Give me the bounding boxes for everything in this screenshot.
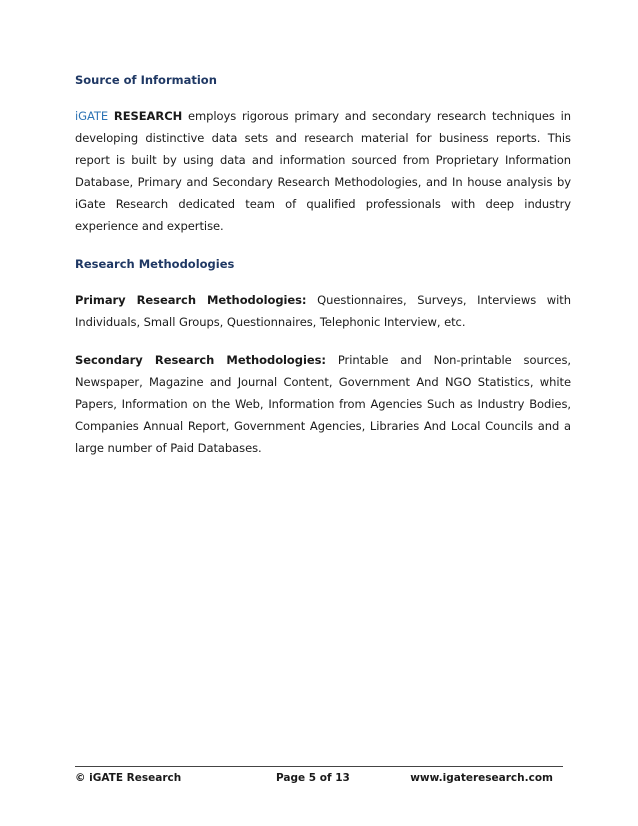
source-body: employs rigorous primary and secondary research techniques in developing distinctive data sets and research material for business reports. This report is built by using data and information sourced from Proprietary Information Database, Primary and Secondary Research Methodologies, and In house analysis by iGate Research dedicated team of qualified professionals with deep industry experience and expertise. xyxy=(75,109,572,233)
page-content xyxy=(75,72,571,459)
brand-research: RESEARCH xyxy=(113,109,183,123)
secondary-paragraph xyxy=(75,349,571,459)
brand-igate: iGATE xyxy=(75,109,109,123)
footer-page-number: Page 5 of 13 xyxy=(276,772,350,784)
footer-copyright: © iGATE Research xyxy=(75,772,182,784)
source-paragraph xyxy=(75,105,571,237)
secondary-label: Secondary Research Methodologies: xyxy=(75,353,326,367)
primary-paragraph xyxy=(75,289,571,333)
methodologies-heading: Research Methodologies xyxy=(75,257,235,271)
primary-text: Questionnaires, Surveys, Interviews with Individuals, Small Groups, Questionnaires, Telephonic Interview, etc. xyxy=(75,293,571,329)
footer-website-link[interactable]: www.igateresearch.com xyxy=(410,772,553,784)
secondary-text: Printable and Non-printable sources, Newspaper, Magazine and Journal Content, Government And NGO Statistics, white Papers, Information on the Web, Information from Agencies Such as Industry Bodies, Companies Annual Report, Government Agencies, Libraries And Local Councils and a large number of Paid Databases. xyxy=(75,353,571,455)
primary-label: Primary Research Methodologies: xyxy=(75,293,307,307)
source-heading: Source of Information xyxy=(75,73,217,87)
footer-divider xyxy=(75,766,563,767)
page-footer xyxy=(75,772,553,788)
